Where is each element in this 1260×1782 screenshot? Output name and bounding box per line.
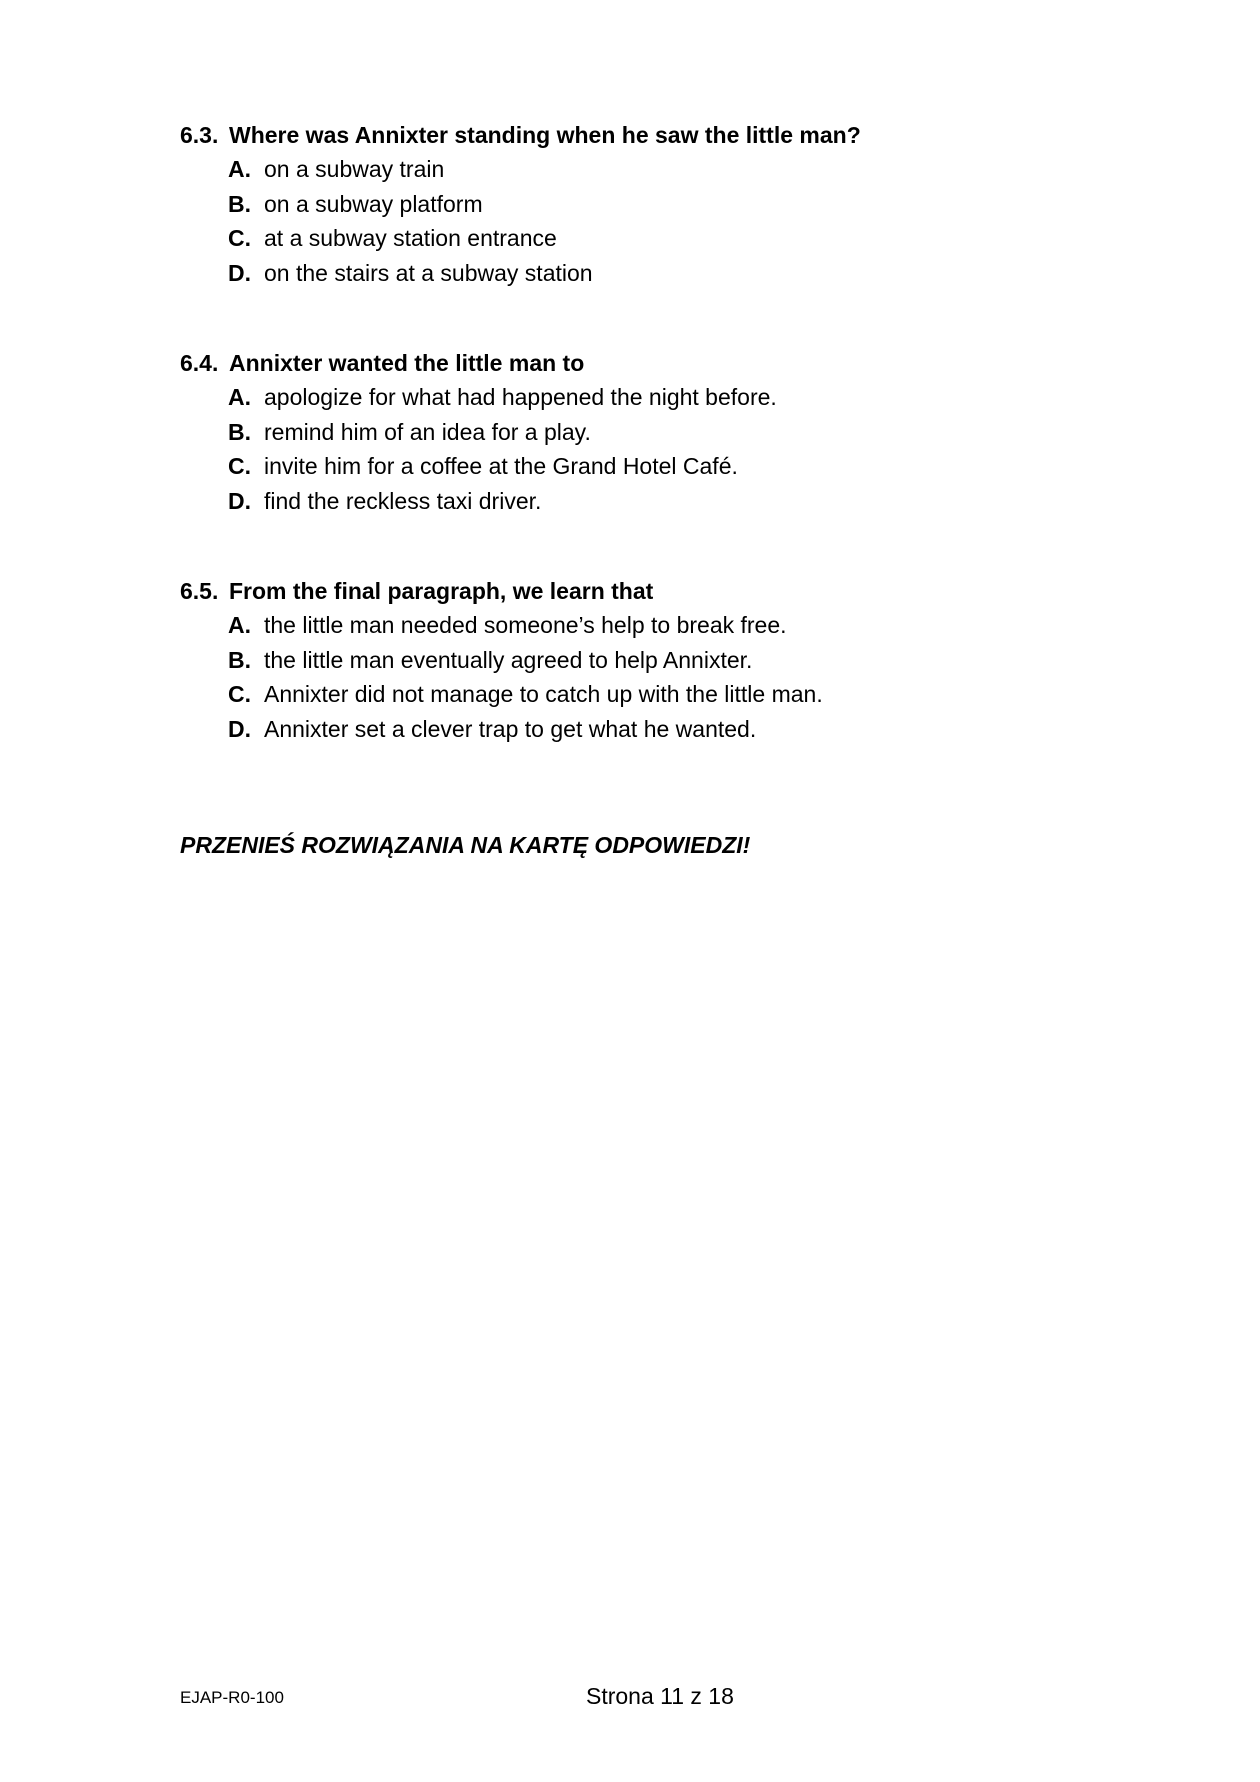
option-text: find the reckless taxi driver. xyxy=(264,487,542,514)
exam-code: EJAP-R0-100 xyxy=(180,1688,284,1707)
option-letter: D. xyxy=(228,259,251,286)
option-letter: B. xyxy=(228,190,251,217)
option-b xyxy=(180,187,1180,222)
option-d xyxy=(180,484,1180,519)
option-b xyxy=(180,415,1180,450)
option-letter: D. xyxy=(228,487,251,514)
question-6-5 xyxy=(180,574,1180,746)
option-c xyxy=(180,221,1180,256)
option-a xyxy=(180,380,1180,415)
question-heading xyxy=(180,118,1180,152)
question-6-3 xyxy=(180,118,1180,290)
option-b xyxy=(180,643,1180,678)
question-text: Where was Annixter standing when he saw the little man? xyxy=(229,122,861,148)
option-c xyxy=(180,677,1180,712)
question-text: Annixter wanted the little man to xyxy=(229,350,585,376)
question-number: 6.5. xyxy=(180,578,219,604)
option-text: the little man eventually agreed to help Annixter. xyxy=(264,646,753,673)
option-text: Annixter did not manage to catch up with the little man. xyxy=(264,681,823,707)
option-letter: C. xyxy=(228,681,251,707)
option-c xyxy=(180,449,1180,484)
option-text: invite him for a coffee at the Grand Hotel Café. xyxy=(264,453,738,479)
page-number: Strona 11 z 18 xyxy=(586,1683,734,1709)
option-text: remind him of an idea for a play. xyxy=(264,418,591,445)
question-number: 6.3. xyxy=(180,122,219,148)
option-a xyxy=(180,152,1180,187)
answer-options xyxy=(180,608,1180,746)
option-letter: A. xyxy=(228,384,251,410)
option-letter: B. xyxy=(228,646,251,673)
option-d xyxy=(180,256,1180,291)
option-letter: D. xyxy=(228,715,251,742)
question-heading xyxy=(180,346,1180,380)
option-text: Annixter set a clever trap to get what he wanted. xyxy=(264,715,757,742)
option-text: on the stairs at a subway station xyxy=(264,259,593,286)
option-letter: A. xyxy=(228,612,251,638)
option-text: apologize for what had happened the night before. xyxy=(264,384,777,410)
transfer-answers-notice: PRZENIEŚ ROZWIĄZANIA NA KARTĘ ODPOWIEDZI! xyxy=(180,832,751,858)
option-letter: A. xyxy=(228,156,251,182)
option-letter: C. xyxy=(228,453,251,479)
question-number: 6.4. xyxy=(180,350,219,376)
option-text: on a subway train xyxy=(264,156,445,182)
option-a xyxy=(180,608,1180,643)
option-text: at a subway station entrance xyxy=(264,225,557,251)
option-d xyxy=(180,712,1180,747)
question-heading xyxy=(180,574,1180,608)
answer-options xyxy=(180,380,1180,518)
option-letter: B. xyxy=(228,418,251,445)
option-text: on a subway platform xyxy=(264,190,483,217)
question-text: From the final paragraph, we learn that xyxy=(229,578,654,604)
answer-options xyxy=(180,152,1180,290)
option-text: the little man needed someone’s help to break free. xyxy=(264,612,787,638)
option-letter: C. xyxy=(228,225,251,251)
question-6-4 xyxy=(180,346,1180,518)
